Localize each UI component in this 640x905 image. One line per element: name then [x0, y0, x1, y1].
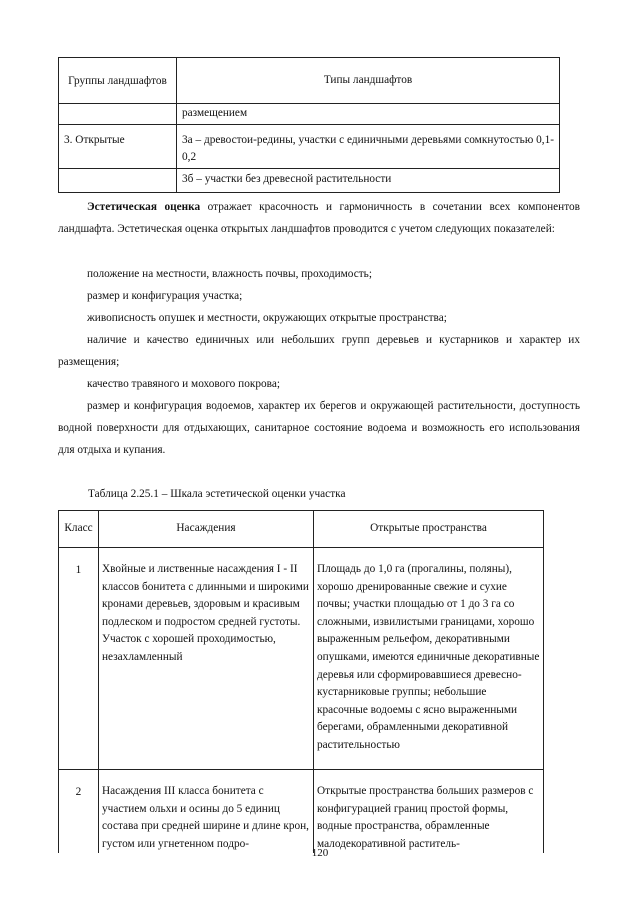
table-cell-plantings: Насаждения III класса бонитета с участием ольхи и осины до 5 единиц состава при средней ширине и длине крон, густом или угнетенном подро- [99, 770, 314, 854]
table-row [59, 770, 544, 854]
column-header-open-spaces: Открытые пространства [314, 511, 544, 548]
table-cell-empty [59, 169, 177, 193]
table-cell-type-3b: 3б – участки без древесной растительности [177, 169, 560, 193]
table-cell-class: 2 [59, 770, 99, 854]
intro-text: отражает красочность и гармоничность в сочетании всех компонентов ландшафта. Эстетическая оценка открытых ландшафтов проводится с учетом следующих показателей: [58, 201, 580, 235]
list-item: живописность опушек и местности, окружающих открытые пространства; [87, 312, 447, 324]
column-header-plantings: Насаждения [99, 511, 314, 548]
intro-bold-term: Эстетическая оценка [87, 201, 201, 213]
column-header-types: Типы ландшафтов [177, 58, 560, 104]
column-header-groups: Группы ландшафтов [59, 58, 177, 104]
column-header-class: Класс [59, 511, 99, 548]
table-cell-open-spaces: Площадь до 1,0 га (прогалины, поляны), хорошо дренированные свежие и сухие почвы; участки площадью от 1 до 3 га со сложными, извилистыми границами, хорошо выраженным рельефом, декоративными опушками, имеются единичные декоративные деревья или сформировавшиеся древесно-кустарниковые группы; небольшие красочные водоемы с ясно выраженными берегами, обрамленными декоративной растительностью [314, 548, 544, 770]
list-item: размер и конфигурация водоемов, характер их берегов и окружающей растительности, доступность водной поверхности для отдыхающих, санитарное состояние водоема и возможность его использования для отдыха и купания. [58, 400, 580, 456]
list-item: положение на местности, влажность почвы, проходимость; [87, 268, 372, 280]
list-item: наличие и качество единичных или небольших групп деревьев и кустарников и характер их размещения; [58, 334, 580, 368]
table-cell-empty [59, 104, 177, 125]
table-cell-continuation: размещением [177, 104, 560, 125]
table-cell-plantings: Хвойные и лиственные насаждения I - II классов бонитета с длинными и широкими кронами деревьев, здоровым и красивым подлеском и подростом средней густоты. Участок с хорошей проходимостью, незахламленный [99, 548, 314, 770]
table-cell-type-3a: 3а – древостои-редины, участки с единичными деревьями сомкнутостью 0,1-0,2 [177, 125, 560, 169]
list-item: качество травяного и мохового покрова; [87, 378, 280, 390]
intro-paragraph [58, 196, 580, 240]
table-cell-open-spaces: Открытые пространства больших размеров с конфигурацией границ простой формы, водные пространства, обрамленные малодекоративной раститель- [314, 770, 544, 854]
landscape-types-table [58, 57, 560, 193]
page-number: 120 [311, 847, 329, 859]
list-item: размер и конфигурация участка; [87, 290, 243, 302]
table-caption: Таблица 2.25.1 – Шкала эстетической оценки участка [88, 488, 346, 500]
table-cell-group-name: 3. Открытые [59, 125, 177, 169]
table-cell-class: 1 [59, 548, 99, 770]
aesthetic-scale-table [58, 510, 544, 853]
table-row [59, 548, 544, 770]
